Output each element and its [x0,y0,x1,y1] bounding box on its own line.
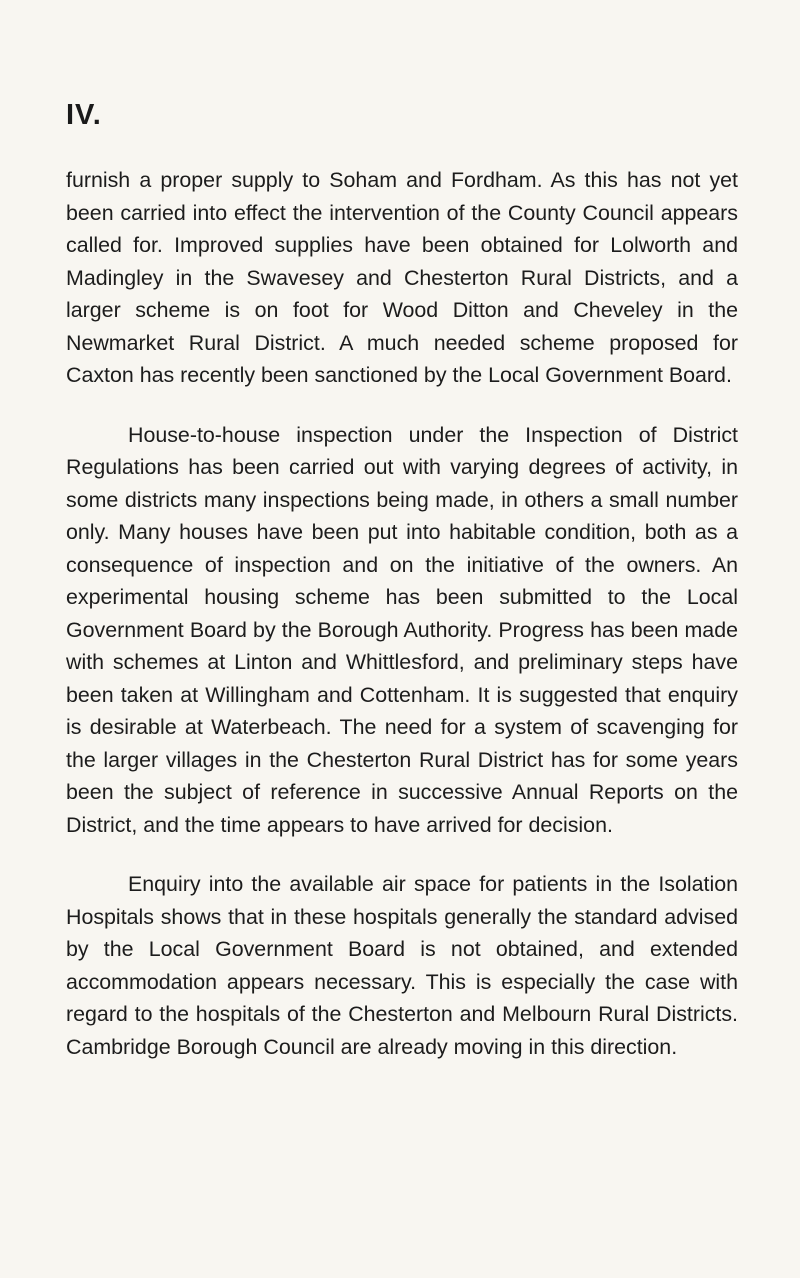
page-number: IV. [66,99,102,131]
body-text [66,164,738,1063]
paragraph-water-supply: furnish a proper supply to Soham and Fordham. As this has not yet been carried into effect the intervention of the County Council appears called for. Improved supplies have been obtained for Lolworth and Madingley in the Swavesey and Chesterton Rural Districts, and a larger scheme is on foot for Wood Ditton and Cheveley in the Newmarket Rural District. A much needed scheme proposed for Caxton has recently been sanctioned by the Local Government Board. [66,168,738,387]
paragraph-isolation-hospitals: Enquiry into the available air space for patients in the Isolation Hospitals shows that in these hospitals generally the standard advised by the Local Government Board is not obtained, and extended accommodation appears necessary. This is especially the case with regard to the hospitals of the Chesterton and Melbourn Rural Districts. Cambridge Borough Council are already moving in this direction. [66,872,738,1059]
paragraph-house-inspection: House-to-house inspection under the Inspection of District Regulations has been carried out with varying degrees of activity, in some districts many inspections being made, in others a small number only. Many houses have been put into habitable condition, both as a consequence of inspection and on the initiative of the owners. An experimental housing scheme has been submitted to the Local Government Board by the Borough Authority. Progress has been made with schemes at Linton and Whittlesford, and preliminary steps have been taken at Willingham and Cottenham. It is suggested that enquiry is desirable at Waterbeach. The need for a system of scavenging for the larger villages in the Chesterton Rural District has for some years been the subject of reference in successive Annual Reports on the District, and the time appears to have arrived for decision. [66,422,738,837]
